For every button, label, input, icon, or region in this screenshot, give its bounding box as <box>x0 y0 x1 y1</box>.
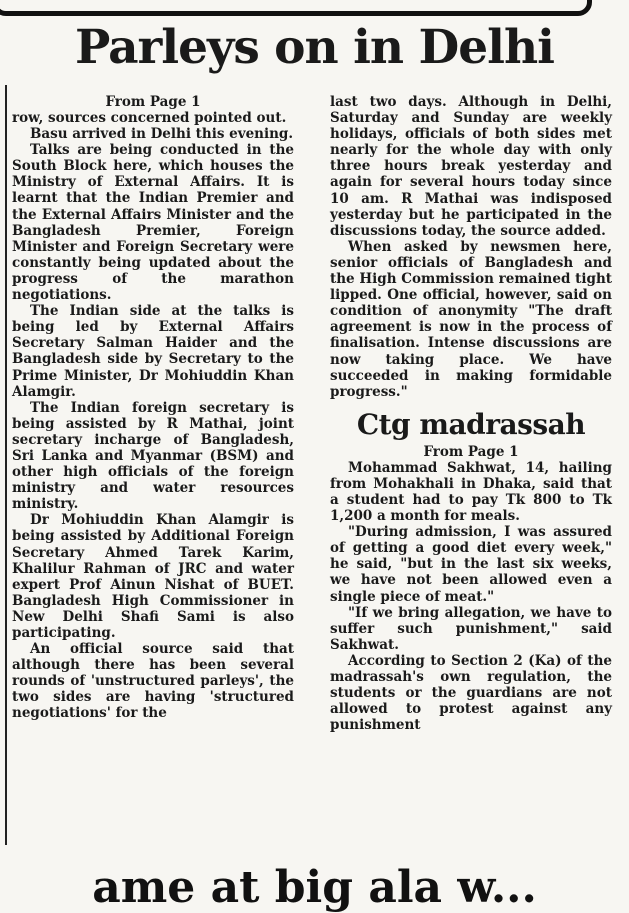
jump-line: From Page 1 <box>105 94 201 110</box>
second-headline: Ctg madrassah <box>356 407 586 441</box>
article-column-right <box>330 94 612 733</box>
paragraph: According to Section 2 (Ka) of the madrassah's own regulation, the students or the guardians are not allowed to protest against any punishment <box>330 652 612 734</box>
paragraph: The Indian foreign secretary is being assisted by R Mathai, joint secretary incharge of Bangladesh, Sri Lanka and Myanmar (BSM) and other high officials of the foreign ministry and water resources ministry. <box>12 399 294 513</box>
top-border-box <box>0 0 592 16</box>
jump-line: From Page 1 <box>423 443 519 460</box>
paragraph: Basu arrived in Delhi this evening. <box>30 126 294 143</box>
paragraph: The Indian side at the talks is being led by External Affairs Secretary Salman Haider and the Bangladesh side by Secretary to the Prime Minister, Dr Mohiuddin Khan Alamgir. <box>12 303 294 400</box>
next-headline-cut <box>0 858 629 913</box>
paragraph: Talks are being conducted in the South Block here, which houses the Ministry of External Affairs. It is learnt that the Indian Premier and the External Affairs Minister and the Bangladesh Premier, Foreign Minister and Foreign Secretary were constantly being updated about the progress of the marathon negotiations. <box>12 142 294 304</box>
article-column-left <box>12 94 294 722</box>
headline: Parleys on in Delhi <box>75 20 554 75</box>
paragraph: "During admission, I was assured of getting a good diet every week," he said, "but in the last six weeks, we have not been allowed even a single piece of meat." <box>330 524 612 605</box>
next-headline-fragment: ame at big ala w... <box>92 862 537 913</box>
paragraph: Dr Mohiuddin Khan Alamgir is being assisted by Additional Foreign Secretary Ahmed Tarek Karim, Khalilur Rahman of JRC and water expert Prof Ainun Nishat of BUET. Bangladesh High Commissioner in New Delhi Shafi Sami is also participating. <box>12 512 294 641</box>
top-rule <box>0 0 629 14</box>
paragraph: Mohammad Sakhwat, 14, hailing from Mohakhali in Dhaka, said that a student had to pay Tk 800 to Tk 1,200 a month for meals. <box>330 459 612 525</box>
paragraph: row, sources concerned pointed out. <box>12 110 287 126</box>
paragraph: When asked by newsmen here, senior officials of Bangladesh and the High Commission remained tight lipped. One official, however, said on condition of anonymity "The draft agreement is now in the process of finalisation. Intense discussions are now taking place. We have succeeded in making formidable progress." <box>330 238 612 400</box>
paragraph: An official source said that although there has been several rounds of 'unstructured parleys', the two sides are having 'structured negotiations' for the <box>12 641 294 722</box>
paragraph: "If we bring allegation, we have to suffer such punishment," said Sakhwat. <box>330 604 612 653</box>
paragraph: last two days. Although in Delhi, Saturday and Sunday are weekly holidays, officials of both sides met nearly for the whole day with only three hours break yesterday and again for several hours today since 10 am. R Mathai was indisposed yesterday but he participated in the discussions today, the source added. <box>330 94 612 239</box>
column-edge-rule <box>5 85 7 845</box>
